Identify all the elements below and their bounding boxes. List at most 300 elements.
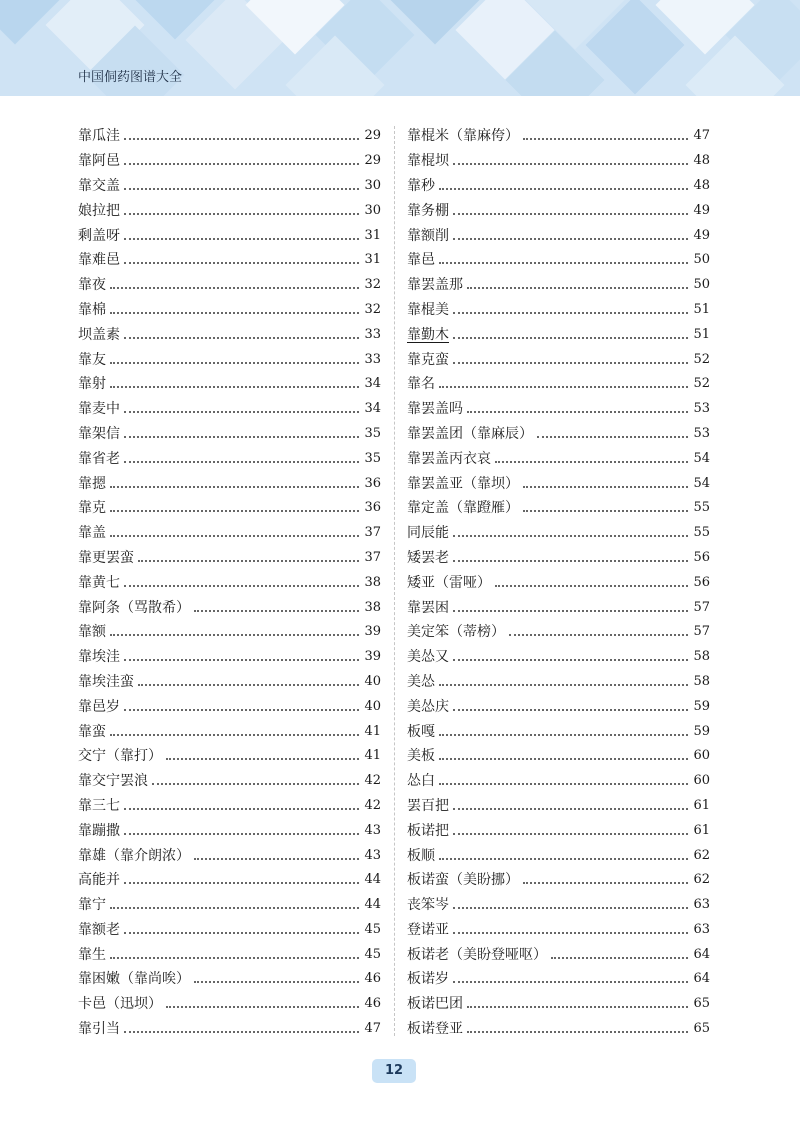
toc-entry-name: 靠邑 — [407, 252, 435, 269]
dot-leader — [110, 312, 359, 314]
dot-leader — [124, 163, 359, 165]
dot-leader — [110, 510, 359, 512]
toc-entry[interactable] — [407, 942, 710, 967]
dot-leader — [495, 585, 688, 587]
toc-entry-page: 32 — [364, 277, 381, 293]
toc-entry[interactable] — [78, 967, 381, 992]
toc-entry-page: 32 — [364, 301, 381, 317]
toc-entry-page: 60 — [693, 773, 710, 789]
dot-leader — [523, 510, 688, 512]
dot-leader — [110, 634, 359, 636]
dot-leader — [124, 188, 359, 190]
toc-entry[interactable] — [407, 273, 710, 298]
toc-entry-page: 62 — [693, 872, 710, 888]
dot-leader — [453, 659, 688, 661]
toc-entry[interactable] — [407, 124, 710, 149]
toc-entry[interactable] — [78, 620, 381, 645]
toc-entry-page: 34 — [364, 376, 381, 392]
toc-entry-page: 56 — [693, 549, 710, 565]
dot-leader — [110, 535, 359, 537]
toc-entry-name: 板诺岁 — [407, 971, 449, 988]
toc-entry[interactable] — [78, 496, 381, 521]
toc-entry-name: 美板 — [407, 748, 435, 765]
toc-entry-name: 靠棉 — [78, 301, 106, 318]
dot-leader — [453, 337, 688, 339]
dot-leader — [439, 758, 688, 760]
toc-entry-page: 42 — [364, 797, 381, 813]
toc-entry-name: 靠摁 — [78, 475, 106, 492]
dot-leader — [110, 362, 359, 364]
toc-entry[interactable] — [78, 595, 381, 620]
dot-leader — [439, 734, 688, 736]
dot-leader — [124, 238, 359, 240]
toc-entry[interactable] — [78, 223, 381, 248]
toc-entry-name: 板嘎 — [407, 723, 435, 740]
dot-leader — [453, 535, 688, 537]
toc-entry[interactable] — [78, 471, 381, 496]
toc-entry[interactable] — [78, 124, 381, 149]
toc-entry-name: 靠棍米（靠麻侉） — [407, 128, 519, 145]
toc-entry-name: 靠盖 — [78, 525, 106, 542]
toc-entry-name: 美定笨（蒂榜） — [407, 624, 505, 641]
toc-entry[interactable] — [78, 992, 381, 1017]
toc-entry-name: 靠额削 — [407, 227, 449, 244]
toc-entry[interactable] — [407, 595, 710, 620]
toc-entry[interactable] — [78, 149, 381, 174]
dot-leader — [124, 138, 359, 140]
toc-entry-name: 卡邑（迅坝） — [78, 996, 162, 1013]
toc-entry-page: 36 — [364, 500, 381, 516]
toc-entry-name: 板诺老（美盼登哑呕） — [407, 946, 547, 963]
toc-entry[interactable] — [407, 868, 710, 893]
toc-entry-name: 靠额老 — [78, 921, 120, 938]
toc-entry[interactable] — [78, 347, 381, 372]
toc-entry[interactable] — [78, 570, 381, 595]
toc-entry-page: 29 — [364, 153, 381, 169]
dot-leader — [110, 734, 359, 736]
toc-entry-page: 53 — [693, 425, 710, 441]
dot-leader — [467, 1031, 688, 1033]
toc-entry-name: 靠勤木 — [407, 326, 449, 343]
dot-leader — [110, 386, 359, 388]
toc-entry[interactable] — [407, 298, 710, 323]
toc-entry-page: 33 — [364, 351, 381, 367]
toc-entry-page: 48 — [693, 177, 710, 193]
toc-entry[interactable] — [78, 918, 381, 943]
header-banner — [0, 0, 800, 96]
toc-entry-name: 靠更罢蛮 — [78, 549, 134, 566]
toc-entry-page: 64 — [693, 971, 710, 987]
toc-entry-name: 靠名 — [407, 376, 435, 393]
toc-entry[interactable] — [407, 645, 710, 670]
toc-entry-page: 38 — [364, 574, 381, 590]
toc-entry[interactable] — [78, 546, 381, 571]
toc-entry-page: 61 — [693, 822, 710, 838]
toc-entry-page: 40 — [364, 698, 381, 714]
toc-entry[interactable] — [78, 372, 381, 397]
toc-entry[interactable] — [407, 248, 710, 273]
toc-entry-name: 板顺 — [407, 847, 435, 864]
dot-leader — [166, 1006, 359, 1008]
toc-entry[interactable] — [78, 942, 381, 967]
toc-entry[interactable] — [78, 893, 381, 918]
toc-entry-page: 31 — [364, 227, 381, 243]
toc-entry-page: 44 — [364, 897, 381, 913]
toc-entry-name: 靠三七 — [78, 797, 120, 814]
toc-entry-page: 45 — [364, 921, 381, 937]
dot-leader — [124, 882, 359, 884]
toc-entry[interactable] — [78, 248, 381, 273]
toc-entry[interactable] — [78, 843, 381, 868]
toc-entry[interactable] — [407, 794, 710, 819]
toc-entry[interactable] — [407, 174, 710, 199]
toc-entry-page: 40 — [364, 673, 381, 689]
toc-left-column — [78, 124, 381, 1041]
toc-entry-name: 板诺把 — [407, 822, 449, 839]
dot-leader — [124, 1031, 359, 1033]
dot-leader — [453, 932, 688, 934]
dot-leader — [138, 560, 359, 562]
toc-entry-name: 矮罢老 — [407, 549, 449, 566]
dot-leader — [439, 783, 688, 785]
toc-entry-name: 靠棍美 — [407, 301, 449, 318]
dot-leader — [124, 262, 359, 264]
toc-entry-name: 靠难邑 — [78, 252, 120, 269]
toc-entry-page: 65 — [693, 1021, 710, 1037]
dot-leader — [453, 808, 688, 810]
toc-entry[interactable] — [78, 794, 381, 819]
toc-entry-name: 靠额 — [78, 624, 106, 641]
toc-entry-page: 55 — [693, 500, 710, 516]
toc-entry[interactable] — [407, 322, 710, 347]
toc-entry[interactable] — [407, 719, 710, 744]
toc-entry-name: 靠罢盖那 — [407, 277, 463, 294]
toc-entry-page: 39 — [364, 649, 381, 665]
toc-entry[interactable] — [407, 546, 710, 571]
toc-entry-name: 靠蹦撒 — [78, 822, 120, 839]
toc-entry-page: 37 — [364, 549, 381, 565]
dot-leader — [453, 163, 688, 165]
toc-entry-page: 44 — [364, 872, 381, 888]
toc-entry-name: 靠省老 — [78, 450, 120, 467]
toc-entry-name: 靠邑岁 — [78, 698, 120, 715]
toc-entry[interactable] — [407, 967, 710, 992]
toc-entry-name: 靠秒 — [407, 177, 435, 194]
toc-entry-name: 靠交盖 — [78, 177, 120, 194]
dot-leader — [166, 758, 359, 760]
dot-leader — [453, 312, 688, 314]
column-divider — [394, 126, 395, 1036]
toc-entry-name: 靠克蛮 — [407, 351, 449, 368]
dot-leader — [124, 461, 359, 463]
toc-entry-page: 46 — [364, 971, 381, 987]
toc-entry-page: 30 — [364, 202, 381, 218]
toc-entry-page: 30 — [364, 177, 381, 193]
toc-entry-name: 登诺亚 — [407, 921, 449, 938]
dot-leader — [523, 882, 688, 884]
toc-entry-name: 靠务棚 — [407, 202, 449, 219]
toc-entry[interactable] — [407, 570, 710, 595]
toc-entry-name: 交宁（靠打） — [78, 748, 162, 765]
toc-entry-page: 33 — [364, 326, 381, 342]
toc-entry-page: 39 — [364, 624, 381, 640]
toc-entry-page: 42 — [364, 773, 381, 789]
toc-entry-name: 美怂 — [407, 673, 435, 690]
toc-entry[interactable] — [78, 322, 381, 347]
toc-entry-page: 34 — [364, 401, 381, 417]
toc-entry[interactable] — [407, 843, 710, 868]
toc-entry-page: 45 — [364, 946, 381, 962]
toc-entry-page: 54 — [693, 450, 710, 466]
toc-entry-page: 46 — [364, 996, 381, 1012]
toc-entry[interactable] — [78, 174, 381, 199]
toc-entry-name: 靠瓜洼 — [78, 128, 120, 145]
dot-leader — [124, 709, 359, 711]
toc-entry[interactable] — [407, 620, 710, 645]
toc-entry-name: 靠夜 — [78, 277, 106, 294]
toc-entry-name: 靠友 — [78, 351, 106, 368]
dot-leader — [110, 907, 359, 909]
toc-entry[interactable] — [407, 918, 710, 943]
toc-right-column — [407, 124, 710, 1041]
toc-entry-name: 板诺蛮（美盼挪） — [407, 872, 519, 889]
dot-leader — [453, 709, 688, 711]
toc-entry-name: 靠架信 — [78, 425, 120, 442]
dot-leader — [439, 684, 688, 686]
toc-entry[interactable] — [78, 1017, 381, 1042]
toc-entry-page: 29 — [364, 128, 381, 144]
toc-entry-name: 靠罢盖丙衣哀 — [407, 450, 491, 467]
toc-entry[interactable] — [407, 694, 710, 719]
toc-entry-name: 靠棍坝 — [407, 153, 449, 170]
toc-entry-name: 板诺巴团 — [407, 996, 463, 1013]
toc-entry[interactable] — [78, 422, 381, 447]
page-number: 12 — [372, 1059, 416, 1083]
dot-leader — [453, 907, 688, 909]
toc-entry[interactable] — [407, 397, 710, 422]
dot-leader — [523, 138, 688, 140]
toc-entry-page: 36 — [364, 475, 381, 491]
toc-entry-page: 57 — [693, 624, 710, 640]
toc-entry-page: 57 — [693, 599, 710, 615]
dot-leader — [439, 262, 688, 264]
dot-leader — [124, 659, 359, 661]
dot-leader — [453, 610, 688, 612]
toc-entry-page: 52 — [693, 376, 710, 392]
toc-entry-page: 48 — [693, 153, 710, 169]
toc-entry-page: 43 — [364, 822, 381, 838]
dot-leader — [124, 833, 359, 835]
toc-entry-name: 板诺登亚 — [407, 1021, 463, 1038]
dot-leader — [467, 1006, 688, 1008]
toc-entry-name: 靠射 — [78, 376, 106, 393]
toc-entry-name: 靠罢盖团（靠麻辰） — [407, 425, 533, 442]
dot-leader — [110, 486, 359, 488]
toc-entry-page: 38 — [364, 599, 381, 615]
toc-entry-name: 靠生 — [78, 946, 106, 963]
toc-entry[interactable] — [78, 273, 381, 298]
toc-entry[interactable] — [78, 719, 381, 744]
toc-entry[interactable] — [407, 149, 710, 174]
toc-entry[interactable] — [78, 744, 381, 769]
toc-entry[interactable] — [407, 670, 710, 695]
toc-entry-page: 55 — [693, 525, 710, 541]
toc-entry-name: 靠雄（靠介朗浓） — [78, 847, 190, 864]
toc-entry-name: 靠麦中 — [78, 401, 120, 418]
dot-leader — [194, 858, 359, 860]
toc-entry[interactable] — [407, 521, 710, 546]
toc-entry-name: 罢百把 — [407, 797, 449, 814]
dot-leader — [124, 213, 359, 215]
dot-leader — [194, 981, 359, 983]
toc-entry-name: 美怂又 — [407, 649, 449, 666]
toc-entry[interactable] — [407, 818, 710, 843]
dot-leader — [453, 362, 688, 364]
toc-entry-name: 靠引当 — [78, 1021, 120, 1038]
toc-entry-name: 靠罢盖吗 — [407, 401, 463, 418]
toc-entry[interactable] — [78, 446, 381, 471]
toc-entry-name: 怂白 — [407, 773, 435, 790]
toc-entry-name: 娘拉把 — [78, 202, 120, 219]
toc-entry[interactable] — [78, 769, 381, 794]
dot-leader — [495, 461, 688, 463]
toc-entry-page: 35 — [364, 450, 381, 466]
dot-leader — [124, 411, 359, 413]
toc-entry-name: 靠交宁罢浪 — [78, 773, 148, 790]
toc-entry[interactable] — [407, 471, 710, 496]
dot-leader — [124, 337, 359, 339]
toc-entry[interactable] — [78, 645, 381, 670]
toc-entry-page: 51 — [693, 301, 710, 317]
toc-entry[interactable] — [78, 694, 381, 719]
toc-entry[interactable] — [78, 670, 381, 695]
dot-leader — [523, 486, 688, 488]
dot-leader — [453, 560, 688, 562]
toc-entry-page: 58 — [693, 673, 710, 689]
toc-entry-page: 60 — [693, 748, 710, 764]
toc-entry-name: 靠宁 — [78, 897, 106, 914]
book-title: 中国侗药图谱大全 — [78, 70, 183, 85]
toc-entry[interactable] — [407, 496, 710, 521]
toc-entry-name: 靠克 — [78, 500, 106, 517]
toc-entry-page: 35 — [364, 425, 381, 441]
dot-leader — [551, 957, 688, 959]
toc-entry[interactable] — [78, 818, 381, 843]
toc-entry-page: 50 — [693, 277, 710, 293]
toc-entry-page: 58 — [693, 649, 710, 665]
toc-entry-page: 63 — [693, 897, 710, 913]
toc-entry[interactable] — [407, 223, 710, 248]
toc-entry-name: 美怂庆 — [407, 698, 449, 715]
toc-entry-page: 59 — [693, 698, 710, 714]
toc-entry-page: 61 — [693, 797, 710, 813]
toc-entry-page: 59 — [693, 723, 710, 739]
toc-entry[interactable] — [407, 198, 710, 223]
dot-leader — [537, 436, 688, 438]
toc-entry-name: 靠罢困 — [407, 599, 449, 616]
toc-entry[interactable] — [78, 521, 381, 546]
toc-entry-page: 52 — [693, 351, 710, 367]
dot-leader — [138, 684, 359, 686]
toc-entry-page: 49 — [693, 227, 710, 243]
toc-entry[interactable] — [78, 868, 381, 893]
toc-entry[interactable] — [407, 446, 710, 471]
dot-leader — [453, 833, 688, 835]
dot-leader — [509, 634, 688, 636]
toc-entry[interactable] — [78, 298, 381, 323]
toc-entry-page: 47 — [693, 128, 710, 144]
toc-entry[interactable] — [407, 1017, 710, 1042]
toc-entry[interactable] — [407, 893, 710, 918]
toc-entry-page: 56 — [693, 574, 710, 590]
toc-entry[interactable] — [407, 422, 710, 447]
toc-entry-page: 54 — [693, 475, 710, 491]
toc-entry-page: 43 — [364, 847, 381, 863]
toc-entry-name: 坝盖素 — [78, 326, 120, 343]
toc-entry-name: 靠埃洼 — [78, 649, 120, 666]
toc-entry-name: 靠埃洼蛮 — [78, 673, 134, 690]
toc-entry-name: 剩盖呀 — [78, 227, 120, 244]
dot-leader — [453, 213, 688, 215]
toc-entry[interactable] — [407, 372, 710, 397]
toc-entry-page: 31 — [364, 252, 381, 268]
dot-leader — [194, 610, 359, 612]
toc-entry[interactable] — [78, 198, 381, 223]
toc-entry-page: 64 — [693, 946, 710, 962]
dot-leader — [124, 932, 359, 934]
toc-entry[interactable] — [407, 769, 710, 794]
toc-entry-name: 靠阿邑 — [78, 153, 120, 170]
toc-entry-page: 37 — [364, 525, 381, 541]
toc-entry-page: 53 — [693, 401, 710, 417]
dot-leader — [439, 858, 688, 860]
toc-entry-name: 靠定盖（靠蹬雁） — [407, 500, 519, 517]
toc-entry-page: 65 — [693, 996, 710, 1012]
toc-entry-name: 靠蛮 — [78, 723, 106, 740]
toc-entry-name: 靠罢盖亚（靠坝） — [407, 475, 519, 492]
toc-entry[interactable] — [407, 992, 710, 1017]
toc-entry-name: 靠黄七 — [78, 574, 120, 591]
dot-leader — [124, 808, 359, 810]
toc-entry-page: 49 — [693, 202, 710, 218]
toc-entry[interactable] — [78, 397, 381, 422]
dot-leader — [453, 981, 688, 983]
dot-leader — [124, 436, 359, 438]
dot-leader — [110, 287, 359, 289]
dot-leader — [467, 411, 688, 413]
toc-entry-page: 51 — [693, 326, 710, 342]
dot-leader — [124, 585, 359, 587]
toc-entry-page: 41 — [364, 748, 381, 764]
toc-entry-name: 同辰能 — [407, 525, 449, 542]
toc-entry-name: 靠困嫩（靠尚唉） — [78, 971, 190, 988]
dot-leader — [453, 238, 688, 240]
toc-entry-name: 高能并 — [78, 872, 120, 889]
toc-entry-page: 47 — [364, 1021, 381, 1037]
toc-entry[interactable] — [407, 347, 710, 372]
toc-entry-name: 靠阿条（骂散希） — [78, 599, 190, 616]
toc-entry-page: 50 — [693, 252, 710, 268]
toc-entry-page: 41 — [364, 723, 381, 739]
dot-leader — [439, 188, 688, 190]
toc-entry-page: 63 — [693, 921, 710, 937]
toc-entry-page: 62 — [693, 847, 710, 863]
toc-entry[interactable] — [407, 744, 710, 769]
toc-entry-name: 矮亚（雷哑） — [407, 574, 491, 591]
dot-leader — [467, 287, 688, 289]
dot-leader — [152, 783, 359, 785]
toc-entry-name: 丧笨岑 — [407, 897, 449, 914]
